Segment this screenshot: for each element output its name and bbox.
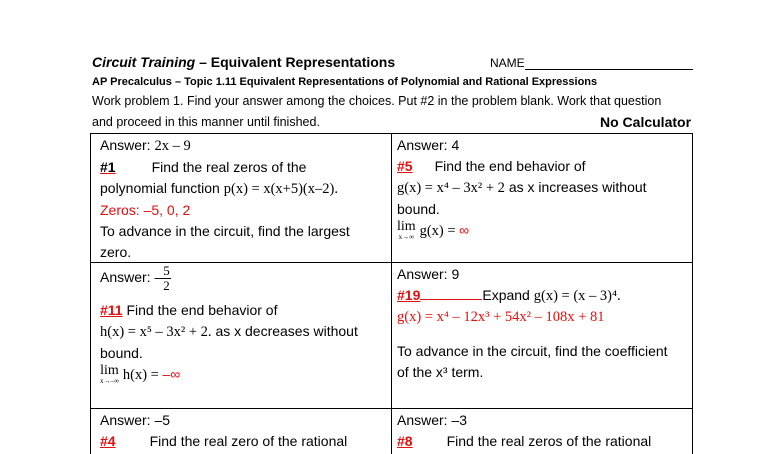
cell-1: Answer: 2x – 9 #1 Find the real zeros of the polynomial function p(x) = x(x+5)(x–2). Zeros: –5, 0, 2 To advance in the circuit, find the largest zero. [100,137,350,260]
problem-number[interactable]: #19 [397,287,421,303]
answer-line: Answer: 2x – 9 [100,137,191,154]
zeros-solution: Zeros: –5, 0, 2 [100,202,191,218]
circuit-grid [90,133,693,454]
cell-5: Answer: 4 #5 Find the end behavior of g(x) = x⁴ – 3x² + 2 as x increases without bound. lim x→∞ g(x) = ∞ [397,137,647,241]
name-field[interactable]: NAME [490,56,693,70]
instructions-line-2: and proceed in this manner until finished. [92,115,320,129]
cell-4: Answer: –5 #4 Find the real zero of the rational [100,412,348,449]
expansion-solution: g(x) = x⁴ – 12x³ + 54x² – 108x + 81 [397,309,605,325]
worksheet-title: Circuit Training – Equivalent Representations [92,54,396,70]
answer-line: Answer: 9 [397,266,460,282]
answer-line: Answer: –3 [397,412,468,428]
problem-number[interactable]: #8 [397,433,413,449]
cell-8: Answer: –3 #8 Find the real zeros of the rational [397,412,652,449]
problem-number[interactable]: #4 [100,433,116,449]
instructions-line-1: Work problem 1. Find your answer among the choices. Put #2 in the problem blank. Work that question [92,94,662,108]
answer-line: Answer: – $\frac{5}{2}$ [100,263,170,293]
limit-result: ∞ [459,222,470,238]
problem-number[interactable]: #1 [100,159,116,175]
problem-number[interactable]: #5 [397,158,413,174]
answer-line: Answer: 4 [397,137,460,153]
no-calculator-label: No Calculator [600,114,692,130]
problem-number[interactable]: #11 [100,302,123,318]
cell-19: Answer: 9 #19 Expand g(x) = (x – 3)⁴. g(x) = x⁴ – 12x³ + 54x² – 108x + 81 To advance in the circuit, find the coefficient of the x³ term. [397,266,668,380]
limit-result: –∞ [162,366,181,382]
subtitle: AP Precalculus – Topic 1.11 Equivalent Representations of Polynomial and Rational Expressions [92,76,598,88]
cell-11: Answer: – $\frac{5}{2}$ #11 Find the end behavior of h(x) = x⁵ – 3x² + 2. as x decreases without bound. lim x→–∞ h(x) = –∞ [100,263,358,385]
answer-line: Answer: –5 [100,412,171,428]
